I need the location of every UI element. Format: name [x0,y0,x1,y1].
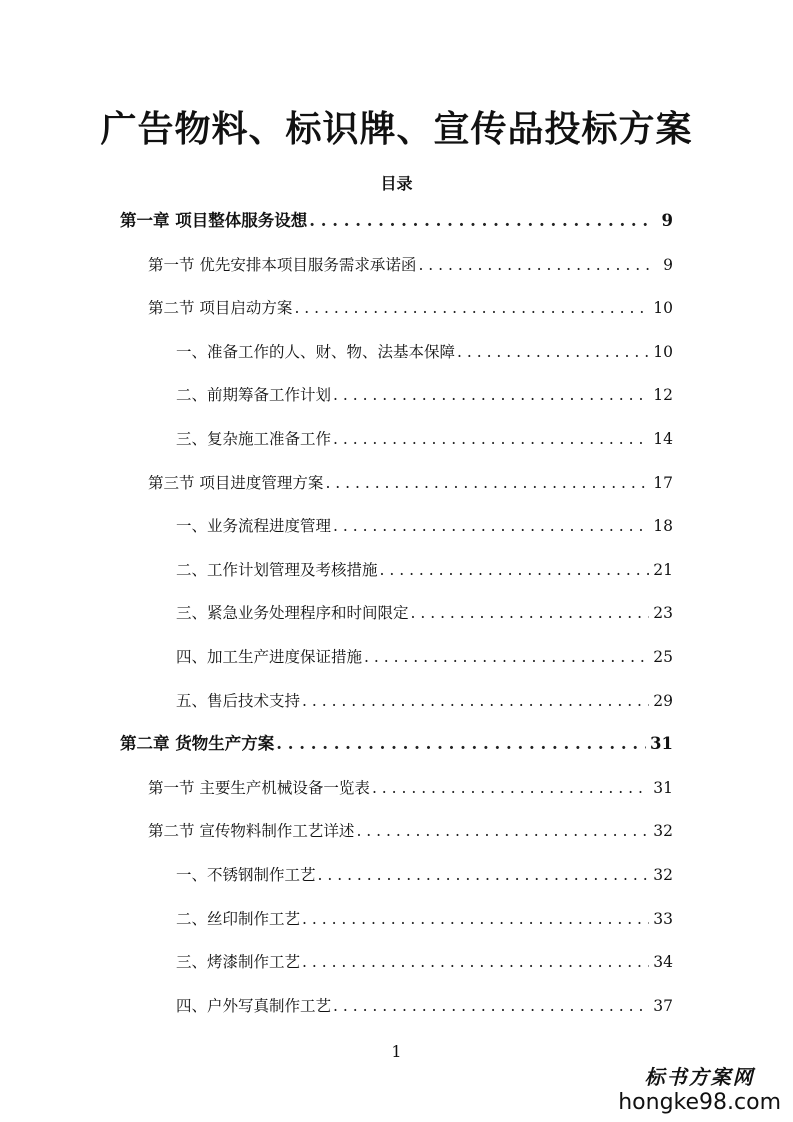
toc-entry-page: 31 [653,778,673,797]
watermark-name: 标书方案网 [644,1065,755,1089]
watermark-url: hongke98.com [618,1090,781,1115]
toc-entry-label: 一、准备工作的人、财、物、法基本保障 [176,342,456,361]
toc-entry-label: 第二节 项目启动方案 [148,299,293,318]
toc-entry[interactable] [148,293,673,323]
toc-entry-page: 29 [653,691,673,710]
toc-entry[interactable] [176,686,673,716]
toc-entry[interactable] [120,729,673,759]
toc-entry-label: 三、紧急业务处理程序和时间限定 [176,604,409,623]
toc-entry-label: 二、前期筹备工作计划 [176,386,332,405]
toc-entry[interactable] [176,337,673,367]
toc-leader-dots [276,729,646,759]
toc-entry-page: 32 [653,866,673,884]
toc-leader-dots [457,337,649,367]
toc-entry-label: 五、售后技术支持 [176,691,301,710]
toc-leader-dots [333,991,649,1021]
toc-entry[interactable] [176,947,673,977]
toc-entry[interactable] [176,511,673,541]
toc-entry-page: 31 [650,734,673,754]
toc-entry[interactable] [176,380,673,410]
toc-entry-label: 第二节 宣传物料制作工艺详述 [148,822,355,841]
toc-entry-label: 一、业务流程进度管理 [176,517,332,536]
toc-entry[interactable] [148,468,673,498]
toc-entry-page: 33 [653,909,673,928]
toc-leader-dots [364,642,649,672]
toc-entry-label: 第一节 主要生产机械设备一览表 [148,778,370,797]
toc-entry-label: 第一章 项目整体服务设想 [120,211,308,230]
toc-entry[interactable] [176,642,673,672]
toc-entry-label: 三、烤漆制作工艺 [176,953,301,972]
toc-entry-label: 二、工作计划管理及考核措施 [176,560,378,579]
toc-leader-dots [333,424,649,454]
page-number: 1 [391,1042,402,1061]
toc-entry[interactable] [148,250,673,280]
toc-entry-page: 21 [653,560,673,579]
toc-leader-dots [294,293,649,323]
toc-entry-label: 四、加工生产进度保证措施 [176,648,363,666]
toc-entry[interactable] [120,206,673,236]
toc-leader-dots [318,860,650,890]
toc-entry-label: 四、户外写真制作工艺 [176,996,332,1015]
toc-leader-dots [411,598,650,628]
toc-leader-dots [333,380,649,410]
toc-leader-dots [333,511,649,541]
toc-entry[interactable] [148,816,673,846]
toc-entry-label: 第一节 优先安排本项目服务需求承诺函 [148,255,417,274]
toc-entry[interactable] [176,555,673,585]
toc-entry-page: 23 [653,604,673,623]
toc-entry-label: 第二章 货物生产方案 [120,734,275,754]
toc-entry[interactable] [176,860,673,890]
toc-entry-page: 18 [653,517,673,536]
toc-leader-dots [325,468,649,498]
site-watermark [618,1064,781,1116]
toc-entry-page: 10 [653,342,673,361]
toc-entry-label: 三、复杂施工准备工作 [176,430,332,448]
toc-entry-page: 9 [661,211,673,230]
toc-entry-label: 二、丝印制作工艺 [176,909,301,928]
toc-entry-label: 一、不锈钢制作工艺 [176,866,316,884]
toc-leader-dots [302,904,649,934]
toc-entry[interactable] [176,598,673,628]
toc-entry-page: 32 [653,822,673,841]
toc-entry-page: 10 [653,299,673,318]
toc-entry-page: 34 [653,953,673,972]
document-title: 广告物料、标识牌、宣传品投标方案 [100,108,693,150]
toc-entry[interactable] [148,773,673,803]
toc-entry[interactable] [176,991,673,1021]
toc-leader-dots [309,206,651,236]
toc-entry[interactable] [176,424,673,454]
toc-entry-label: 第三节 项目进度管理方案 [148,473,324,492]
toc-entry-page: 25 [653,648,673,666]
toc-leader-dots [372,773,649,803]
toc-leader-dots [302,947,649,977]
toc-entry-page: 37 [653,996,673,1015]
toc-entry-page: 17 [653,473,673,492]
toc-entry-page: 9 [663,255,673,274]
toc-leader-dots [418,250,651,280]
toc-entry-page: 12 [653,386,673,405]
toc-heading: 目录 [380,174,413,193]
toc-entry[interactable] [176,904,673,934]
toc-leader-dots [356,816,649,846]
toc-leader-dots [380,555,650,585]
toc-entry-page: 14 [653,430,673,448]
toc-leader-dots [302,686,649,716]
